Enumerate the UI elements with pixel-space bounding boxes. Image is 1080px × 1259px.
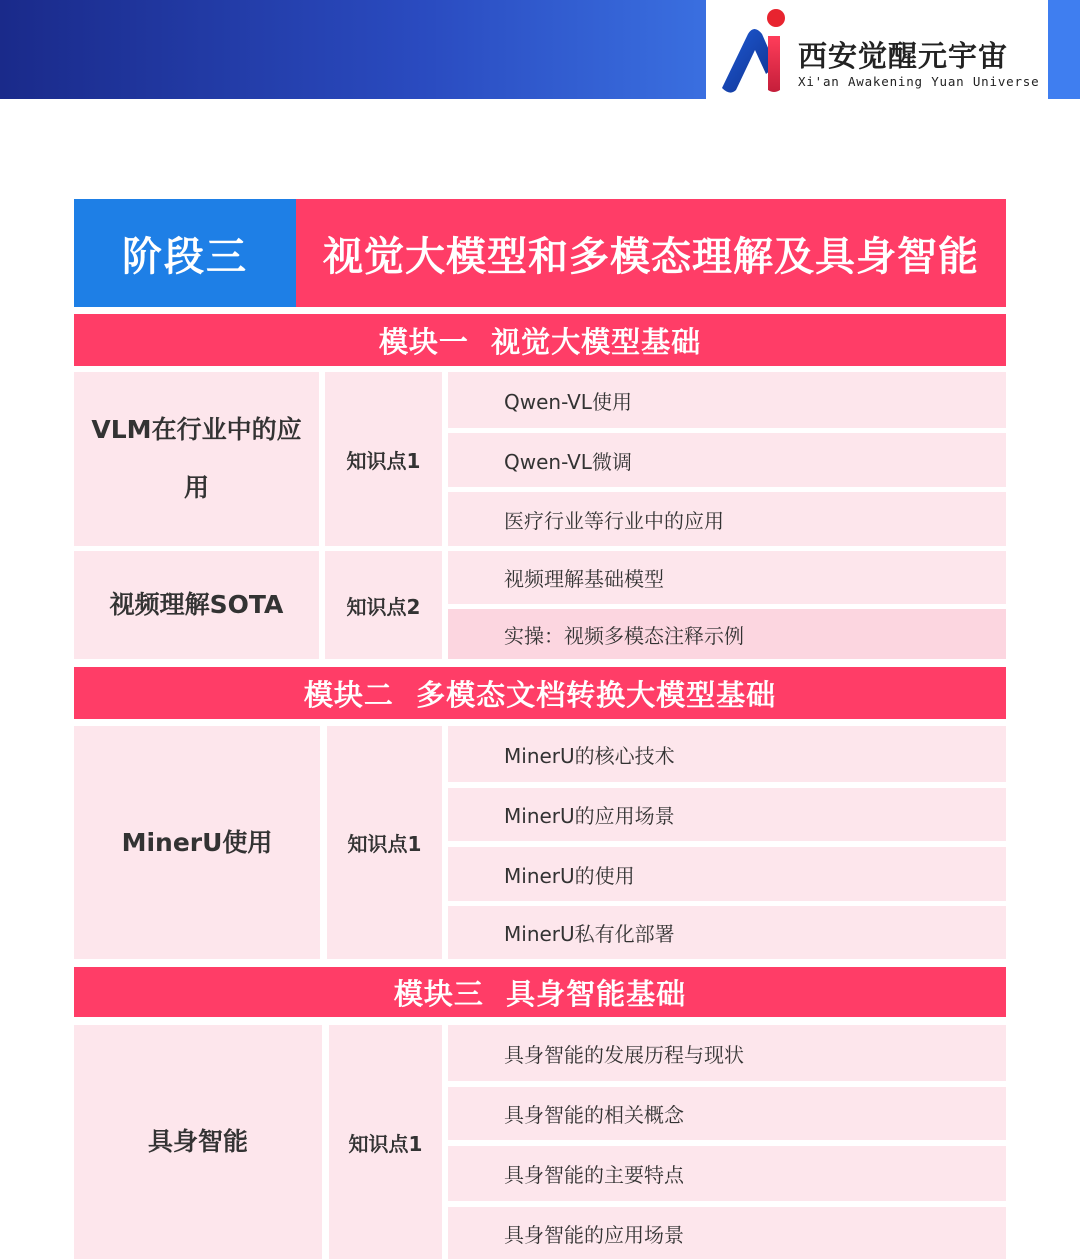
- header-banner-right: [1048, 0, 1080, 99]
- knowledge-point-cell: 知识点1: [327, 726, 442, 959]
- brand-logo-icon: [718, 6, 794, 96]
- list-item: MinerU的核心技术: [448, 726, 1006, 782]
- topic-cell: VLM在行业中的应用: [74, 372, 319, 546]
- list-item: 具身智能的应用场景: [448, 1207, 1006, 1259]
- topic-cell: MinerU使用: [74, 726, 320, 959]
- brand-name-en: Xi'an Awakening Yuan Universe: [798, 74, 1040, 89]
- module-title: 模块一 视觉大模型基础: [74, 314, 1006, 366]
- list-item: Qwen-VL微调: [448, 433, 1006, 487]
- topic-cell: 具身智能: [74, 1025, 322, 1259]
- topic-cell: 视频理解SOTA: [74, 551, 319, 659]
- header-banner: [0, 0, 706, 99]
- stage-label: 阶段三: [74, 199, 296, 307]
- list-item: MinerU的使用: [448, 847, 1006, 901]
- list-item: MinerU的应用场景: [448, 788, 1006, 841]
- list-item: 视频理解基础模型: [448, 551, 1006, 604]
- module-title: 模块三 具身智能基础: [74, 967, 1006, 1017]
- module-title: 模块二 多模态文档转换大模型基础: [74, 667, 1006, 719]
- knowledge-point-cell: 知识点1: [329, 1025, 442, 1259]
- brand-name-cn: 西安觉醒元宇宙: [798, 39, 1009, 73]
- stage-title: 视觉大模型和多模态理解及具身智能: [296, 199, 1006, 307]
- list-item: MinerU私有化部署: [448, 906, 1006, 959]
- list-item: 具身智能的相关概念: [448, 1087, 1006, 1140]
- list-item: 实操：视频多模态注释示例: [448, 609, 1006, 659]
- stage-header: [74, 199, 1006, 307]
- list-item: 医疗行业等行业中的应用: [448, 492, 1006, 546]
- knowledge-point-cell: 知识点2: [325, 551, 442, 659]
- list-item: 具身智能的主要特点: [448, 1146, 1006, 1201]
- brand-logo: [718, 6, 1038, 96]
- list-item: Qwen-VL使用: [448, 372, 1006, 428]
- list-item: 具身智能的发展历程与现状: [448, 1025, 1006, 1081]
- knowledge-point-cell: 知识点1: [325, 372, 442, 546]
